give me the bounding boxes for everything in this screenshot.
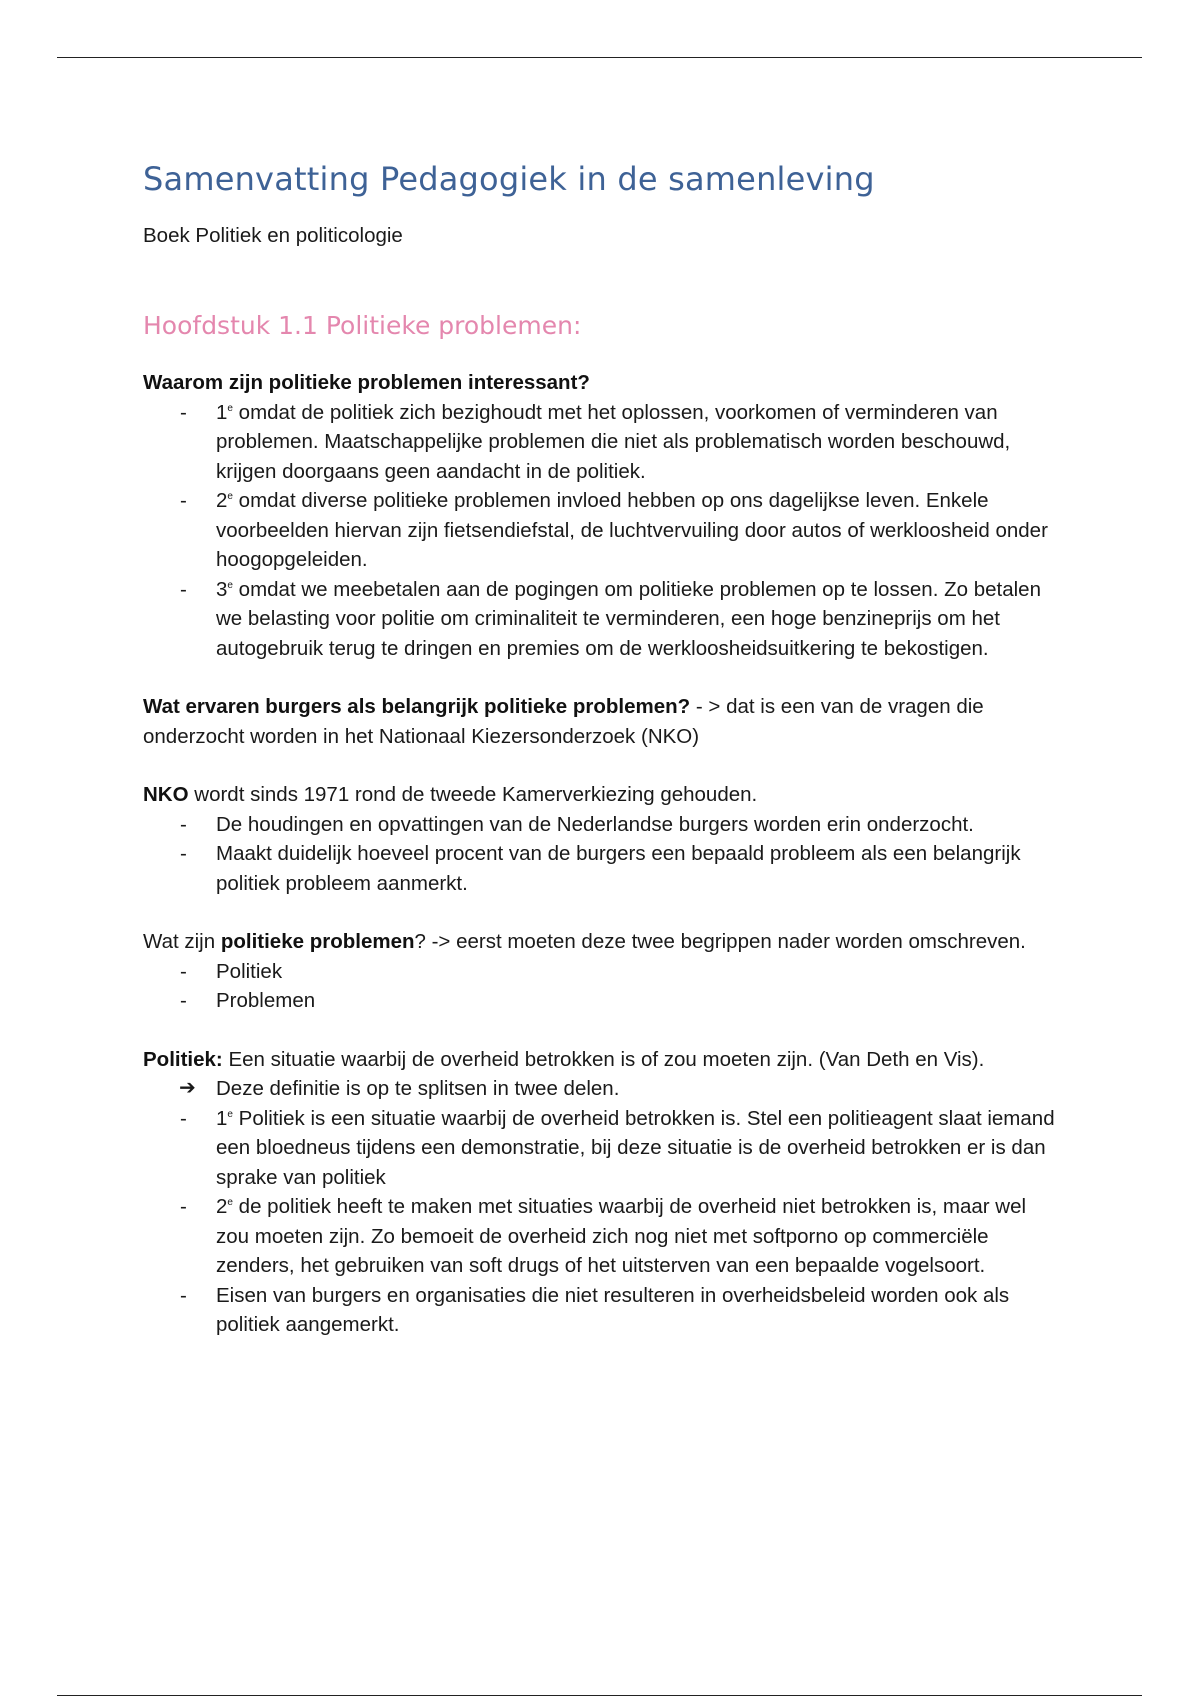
document-subtitle: Boek Politiek en politicologie	[143, 224, 403, 247]
section3-list	[143, 810, 1063, 899]
dash-bullet: -	[180, 1106, 187, 1130]
section2-paragraph: Wat ervaren burgers als belangrijk politieke problemen? - > dat is een van de vragen die onderzocht worden in het Nationaal Kiezersonderzoek (NKO)	[143, 695, 984, 748]
dash-bullet: -	[180, 489, 187, 512]
list-item: - Politiek	[143, 957, 1063, 987]
dash-bullet: -	[180, 577, 187, 601]
dash-bullet: -	[180, 400, 187, 424]
list-item: - 1e Politiek is een situatie waarbij de overheid betrokken is. Stel een politieagent slaat iemand een bloedneus tijdens een demonstratie, bij deze situatie is de overheid betrokken er is dan sprake van politiek	[143, 1104, 1063, 1193]
section4-paragraph: Wat zijn politieke problemen? -> eerst moeten deze twee begrippen nader worden omschreven.	[143, 930, 1026, 953]
arrow-right-icon: ➔	[179, 1077, 196, 1099]
section5-paragraph: Politiek: Een situatie waarbij de overheid betrokken is of zou moeten zijn. (Van Deth en Vis).	[143, 1047, 985, 1071]
list-item: ➔ Deze definitie is op te splitsen in twee delen.	[143, 1074, 1063, 1104]
section3-paragraph: NKO wordt sinds 1971 rond de tweede Kamerverkiezing gehouden.	[143, 783, 758, 806]
section4-list	[143, 957, 1063, 1016]
dash-bullet: -	[180, 842, 187, 865]
list-item: - Eisen van burgers en organisaties die niet resulteren in overheidsbeleid worden ook als politiek aangemerkt.	[143, 1281, 1063, 1340]
document-page	[143, 160, 1063, 1340]
list-item: - Problemen	[143, 986, 1063, 1016]
list-item: - 3e omdat we meebetalen aan de pogingen om politieke problemen op te lossen. Zo betalen we belasting voor politie om criminaliteit te verminderen, een hoge benzineprijs om het autogebruik terug te dringen en premies om de werkloosheidsuitkering te bekostigen.	[143, 575, 1063, 664]
list-item: - 1e omdat de politiek zich bezighoudt met het oplossen, voorkomen of verminderen van problemen. Maatschappelijke problemen die niet als problematisch worden beschouwd, krijgen doorgaans geen aandacht in de politiek.	[143, 398, 1063, 487]
dash-bullet: -	[180, 1283, 187, 1307]
list-item: - Maakt duidelijk hoeveel procent van de burgers een bepaald probleem als een belangrijk politiek probleem aanmerkt.	[143, 839, 1063, 898]
list-item: - De houdingen en opvattingen van de Nederlandse burgers worden erin onderzocht.	[143, 810, 1063, 840]
section1-heading: Waarom zijn politieke problemen interessant?	[143, 371, 590, 394]
chapter-heading: Hoofdstuk 1.1 Politieke problemen:	[143, 311, 582, 340]
dash-bullet: -	[180, 1195, 187, 1218]
dash-bullet: -	[180, 812, 187, 836]
section1-list	[143, 398, 1063, 664]
dash-bullet: -	[180, 959, 187, 983]
document-title: Samenvatting Pedagogiek in de samenleving	[143, 160, 875, 198]
list-item: - 2e omdat diverse politieke problemen invloed hebben op ons dagelijkse leven. Enkele voorbeelden hiervan zijn fietsendiefstal, de luchtvervuiling door autos of werkloosheid onder hoogopgeleiden.	[143, 486, 1063, 575]
section5-list	[143, 1074, 1063, 1340]
header-rule	[57, 57, 1142, 58]
list-item: - 2e de politiek heeft te maken met situaties waarbij de overheid niet betrokken is, maar wel zou moeten zijn. Zo bemoeit de overheid zich nog niet met softporno op commerciële zenders, het gebruiken van soft drugs of het uitsterven van een bepaalde vogelsoort.	[143, 1192, 1063, 1281]
footer-rule	[57, 1695, 1142, 1696]
dash-bullet: -	[180, 989, 187, 1012]
